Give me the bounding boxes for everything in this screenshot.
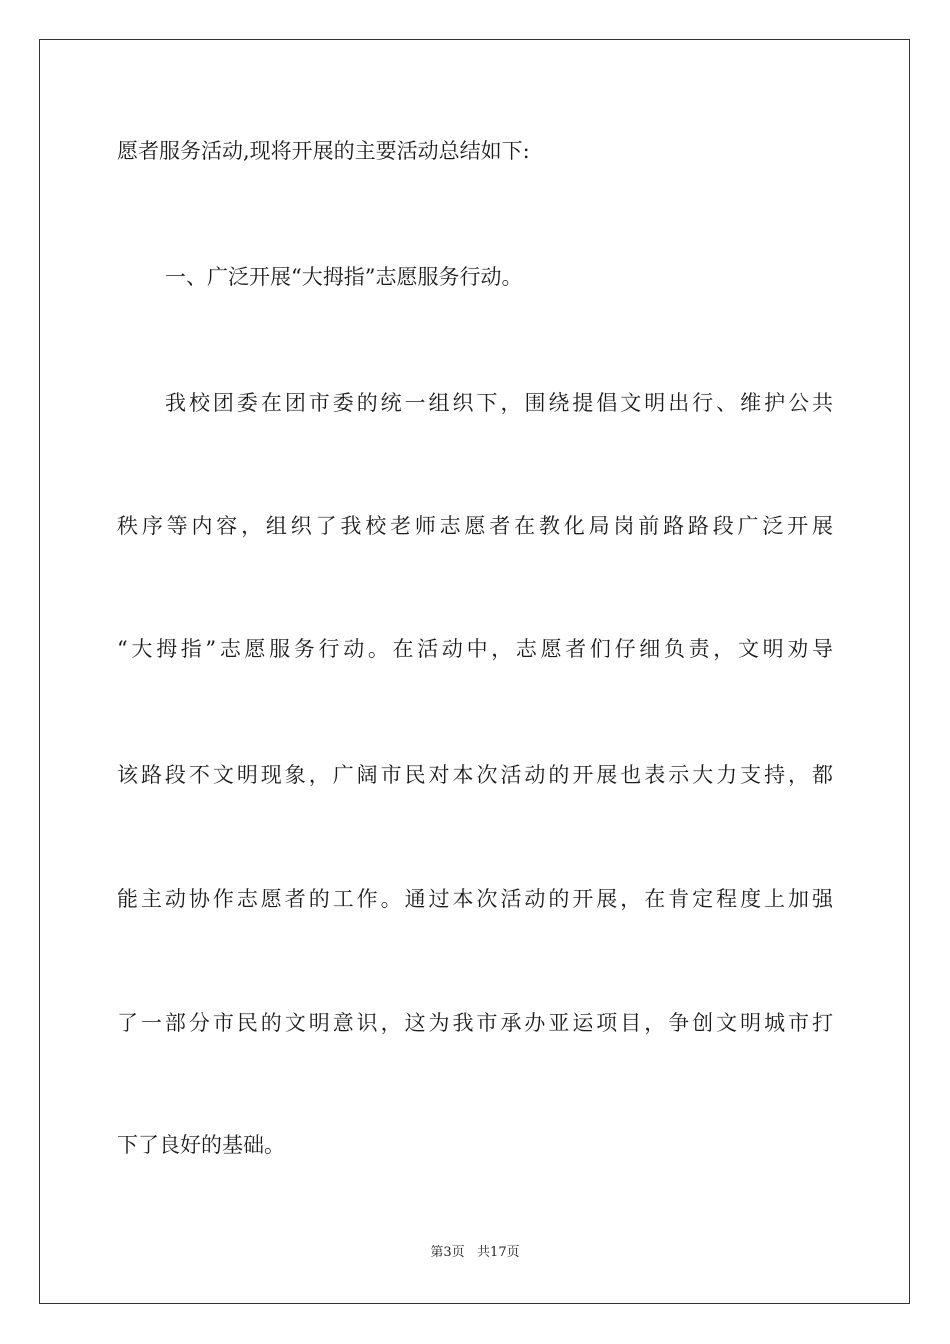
- paragraph-line-1: 愿者服务活动,现将开展的主要活动总结如下:: [117, 139, 530, 163]
- paragraph-line-7: 能主动协作志愿者的工作。通过本次活动的开展，在肯定程度上加强: [117, 887, 833, 911]
- page-border: [39, 39, 910, 1304]
- paragraph-line-6: 该路段不文明现象，广阔市民对本次活动的开展也表示大力支持，都: [117, 763, 833, 787]
- page-number-footer: 第3页 共17页: [430, 1245, 520, 1260]
- paragraph-line-3: 我校团委在团市委的统一组织下，围绕提倡文明出行、维护公共: [165, 391, 833, 415]
- paragraph-line-5: “大拇指”志愿服务行动。在活动中，志愿者们仔细负责，文明劝导: [117, 637, 833, 661]
- paragraph-line-4: 秩序等内容，组织了我校老师志愿者在教化局岗前路路段广泛开展: [117, 514, 833, 538]
- paragraph-line-8: 了一部分市民的文明意识，这为我市承办亚运项目，争创文明城市打: [117, 1011, 833, 1035]
- section-heading: 一、广泛开展“大拇指”志愿服务行动。: [165, 265, 523, 289]
- paragraph-line-9: 下了良好的基础。: [117, 1133, 285, 1157]
